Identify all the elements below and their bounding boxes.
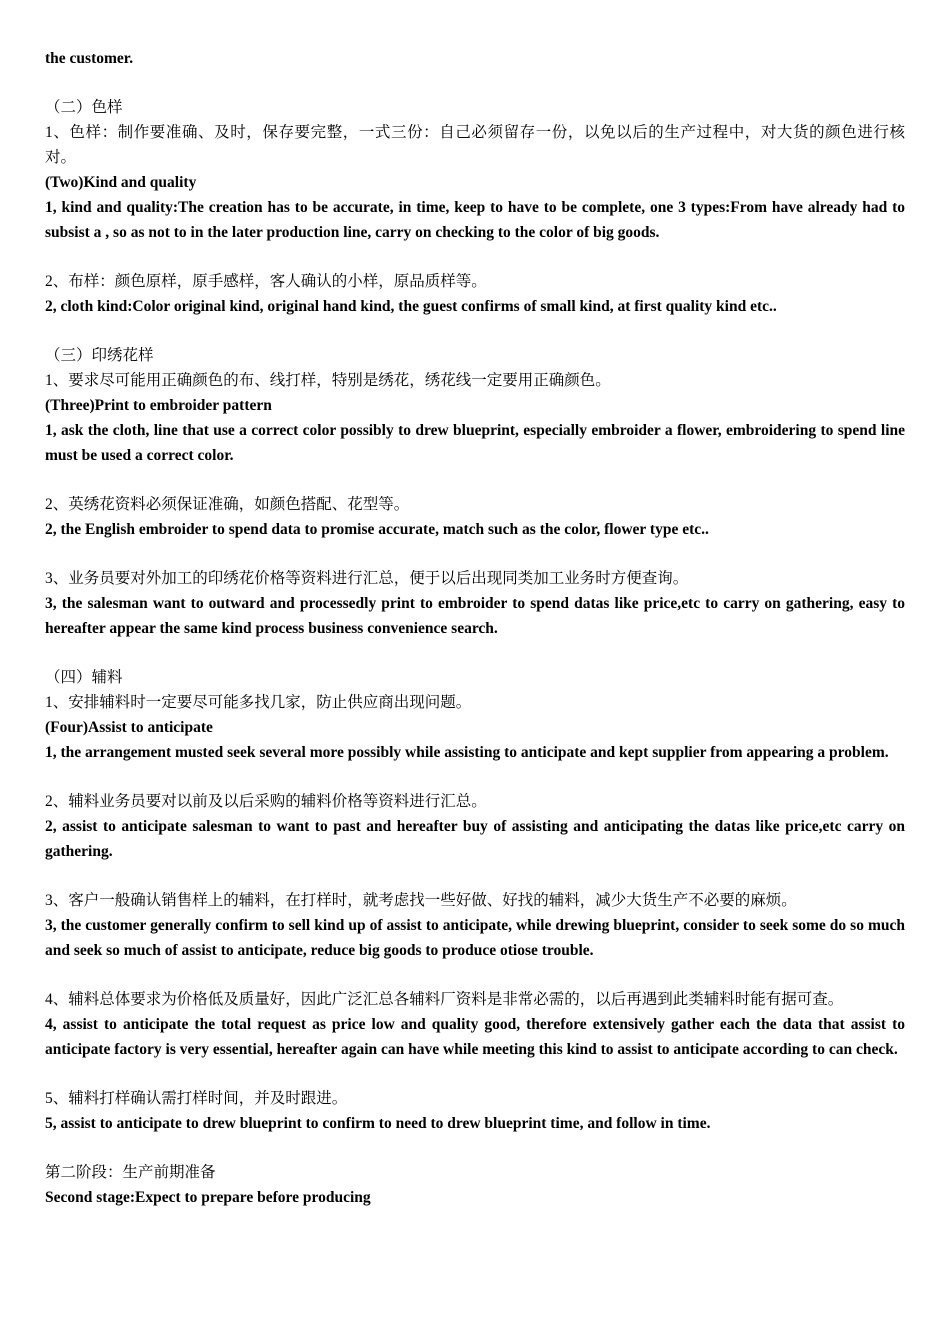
english-text-line: (Three)Print to embroider pattern [45, 397, 272, 414]
chinese-text-line: 4、辅料总体要求为价格低及质量好，因此广泛汇总各辅料厂资料是非常必需的，以后再遇到此类辅料时能有据可查。 [45, 991, 844, 1008]
english-text-line: Second stage:Expect to prepare before producing [45, 1189, 371, 1206]
chinese-text-line: 3、客户一般确认销售样上的辅料，在打样时，就考虑找一些好做、好找的辅料，减少大货生产不必要的麻烦。 [45, 892, 797, 909]
english-text-line: 2, the English embroider to spend data to promise accurate, match such as the color, flower type etc.. [45, 521, 709, 538]
paragraph-gap [45, 319, 905, 343]
paragraph-gap [45, 468, 905, 492]
paragraph-gap [45, 765, 905, 789]
paragraph-gap [45, 71, 905, 95]
chinese-text-line: 2、布样：颜色原样，原手感样，客人确认的小样，原品质样等。 [45, 273, 487, 290]
paragraph-gap [45, 641, 905, 665]
english-text-line: 5, assist to anticipate to drew blueprint to confirm to need to drew blueprint time, and follow in time. [45, 1115, 711, 1132]
english-text-line: 1, ask the cloth, line that use a correct color possibly to drew blueprint, especially embroider a flower, embroidering to spend line must be used a correct color. [45, 422, 905, 464]
paragraph-gap [45, 245, 905, 269]
chinese-text-line: （三）印绣花样 [45, 347, 154, 364]
document-page [45, 46, 905, 1210]
paragraph-gap [45, 1062, 905, 1086]
chinese-text-line: （二）色样 [45, 99, 123, 116]
chinese-text-line: （四）辅料 [45, 669, 123, 686]
english-text-line: 1, the arrangement musted seek several more possibly while assisting to anticipate and kept supplier from appearing a problem. [45, 744, 889, 761]
english-text-line: 2, cloth kind:Color original kind, original hand kind, the guest confirms of small kind, at first quality kind etc.. [45, 298, 777, 315]
paragraph-gap [45, 864, 905, 888]
english-text-line: 4, assist to anticipate the total request as price low and quality good, therefore extensively gather each the data that assist to anticipate factory is very essential, hereafter again can have while meeting this kind to assist to anticipate according to can check. [45, 1016, 905, 1058]
chinese-text-line: 5、辅料打样确认需打样时间，并及时跟进。 [45, 1090, 348, 1107]
english-text-line: 3, the salesman want to outward and processedly print to embroider to spend datas like price,etc to carry on gathering, easy to hereafter appear the same kind process business convenience search. [45, 595, 905, 637]
chinese-text-line: 第二阶段：生产前期准备 [45, 1164, 216, 1181]
paragraph-gap [45, 963, 905, 987]
paragraph-gap [45, 1136, 905, 1160]
english-text-line: (Two)Kind and quality [45, 174, 197, 191]
english-text-line: (Four)Assist to anticipate [45, 719, 213, 736]
paragraph-gap [45, 542, 905, 566]
english-text-line: 3, the customer generally confirm to sell kind up of assist to anticipate, while drewing blueprint, consider to seek some do so much and seek so much of assist to anticipate, reduce big goods to produce otiose trouble. [45, 917, 905, 959]
english-text-line: the customer. [45, 50, 134, 67]
chinese-text-line: 1、要求尽可能用正确颜色的布、线打样，特别是绣花，绣花线一定要用正确颜色。 [45, 372, 611, 389]
chinese-text-line: 2、辅料业务员要对以前及以后采购的辅料价格等资料进行汇总。 [45, 793, 487, 810]
chinese-text-line: 1、安排辅料时一定要尽可能多找几家，防止供应商出现问题。 [45, 694, 472, 711]
chinese-text-line: 3、业务员要对外加工的印绣花价格等资料进行汇总，便于以后出现同类加工业务时方便查询。 [45, 570, 689, 587]
english-text-line: 2, assist to anticipate salesman to want to past and hereafter buy of assisting and anticipating the datas like price,etc carry on gathering. [45, 818, 905, 860]
chinese-text-line: 2、英绣花资料必须保证准确，如颜色搭配、花型等。 [45, 496, 410, 513]
english-text-line: 1, kind and quality:The creation has to be accurate, in time, keep to have to be complete, one 3 types:From have already had to subsist a , so as not to in the later production line, carry on checking to the color of big goods. [45, 199, 905, 241]
chinese-text-line: 1、色样：制作要准确、及时，保存要完整，一式三份：自己必须留存一份，以免以后的生产过程中，对大货的颜色进行核对。 [45, 124, 905, 166]
